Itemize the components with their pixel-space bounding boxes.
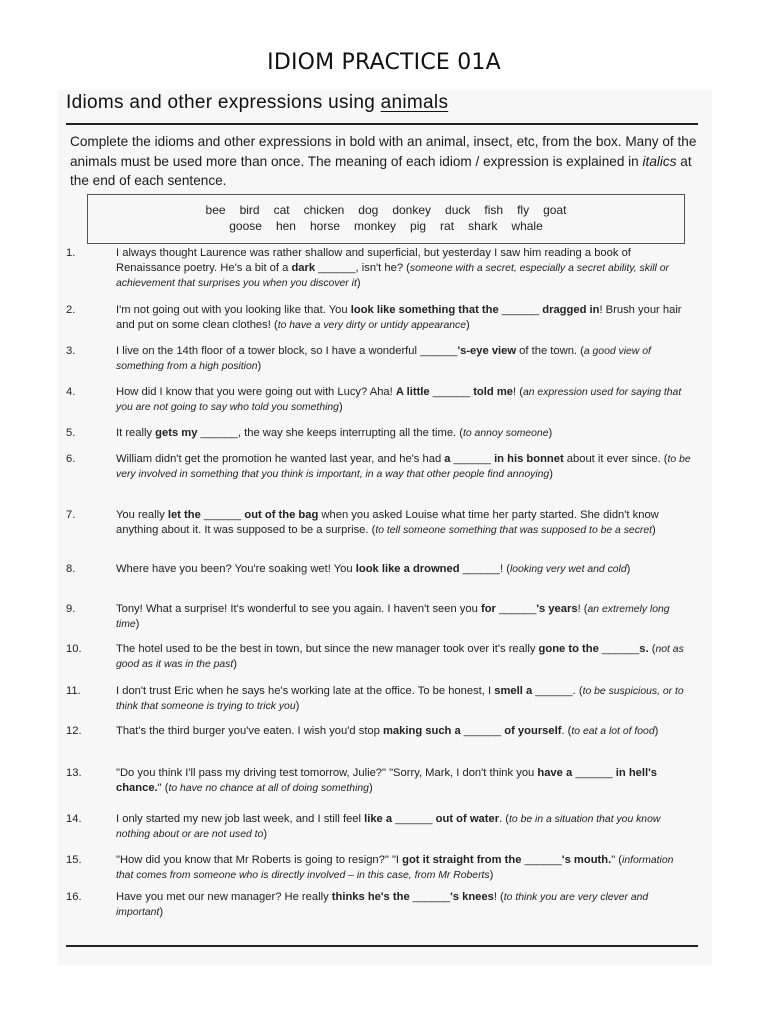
section-heading-text: Idioms and other expressions using <box>66 92 381 113</box>
instructions-part1: Complete the idioms and other expressions in bold with an animal, insect, etc, from the box. Many of the animals must be used more than once. The meaning of each idiom / expression is explained in <box>70 134 697 169</box>
meaning-italic: to have no chance at all of doing something <box>168 783 369 794</box>
word-box-word: goose <box>229 219 262 233</box>
meaning-italic: a good view of something from a high position <box>116 346 651 372</box>
sentence-text: You really <box>116 509 168 521</box>
exercise-number: 4. <box>66 386 76 398</box>
sentence-text: ) <box>368 782 373 794</box>
word-box-word: chicken <box>303 203 345 217</box>
idiom-bold: s. <box>639 643 649 655</box>
sentence-text: ) <box>295 700 300 712</box>
sentence-text: " ( <box>157 782 169 794</box>
instructions-part2: at the end of each sentence. <box>70 153 692 188</box>
idiom-bold: in hell's chance. <box>116 767 657 794</box>
idiom-bold: thinks he's the <box>331 891 410 903</box>
word-box-word: hen <box>275 219 296 233</box>
sentence-text: ) <box>548 427 553 439</box>
sentence-text: "Do you think I'll pass my driving test tomorrow, Julie?" "Sorry, Mark, I don't think you <box>116 767 538 779</box>
sentence-text: ______ <box>392 813 436 825</box>
word-box-word: bee <box>205 203 226 217</box>
exercise-text <box>116 426 692 441</box>
meaning-italic: not as good as it was in the past <box>116 644 684 670</box>
idiom-bold: 's mouth. <box>561 854 612 866</box>
word-box-word: bird <box>239 203 260 217</box>
word-box <box>87 194 685 244</box>
sentence-text: Have you met our new manager? He really <box>116 891 332 903</box>
exercise-number: 15. <box>66 854 82 866</box>
word-box-word: rat <box>440 219 455 233</box>
exercise-number: 10. <box>66 643 82 655</box>
sentence-text: ) <box>654 725 659 737</box>
sentence-text: about it ever since. ( <box>563 453 668 465</box>
sentence-text: I only started my new job last week, and I still feel <box>116 813 365 825</box>
exercise-number: 3. <box>66 345 76 357</box>
meaning-italic: to be very involved in something that you think is important, in a way that other people find annoying <box>116 454 691 480</box>
exercise-text <box>116 812 692 842</box>
meaning-italic: to tell someone something that was supposed to be a secret <box>375 525 653 536</box>
exercise-number: 6. <box>66 453 76 465</box>
sentence-text: ) <box>489 869 494 881</box>
exercise-number: 13. <box>66 767 82 779</box>
idiom-bold: gone to the <box>538 643 599 655</box>
exercise-number: 1. <box>66 247 76 259</box>
sentence-text: ! ( <box>493 891 504 903</box>
exercise-text <box>116 724 692 739</box>
sentence-text: . ( <box>499 813 510 825</box>
instructions <box>70 132 700 191</box>
word-box-word: cat <box>273 203 290 217</box>
sentence-text: How did I know that you were going out with Lucy? Aha! <box>116 386 396 398</box>
footer-rule <box>66 945 698 947</box>
sentence-text: "How did you know that Mr Roberts is going to resign?" "I <box>116 854 403 866</box>
word-box-word: duck <box>445 203 471 217</box>
meaning-italic: to think you are very clever and important <box>116 892 649 918</box>
exercise-number: 8. <box>66 563 76 575</box>
meaning-italic: an expression used for saying that you are not going to say who told you something <box>116 387 682 413</box>
sentence-text: ______ <box>450 453 495 465</box>
meaning-italic: to be suspicious, or to think that someone is trying to trick you <box>116 686 684 712</box>
sentence-text: ) <box>263 828 268 840</box>
sentence-text: That's the third burger you've eaten. I wish you'd stop <box>116 725 383 737</box>
sentence-text: ) <box>626 563 631 575</box>
sentence-text: I live on the 14th floor of a tower block, so I have a wonderful ______ <box>116 345 458 357</box>
sentence-text: ! Brush your hair and put on some clean clothes! ( <box>116 304 682 331</box>
sentence-text: ) <box>466 319 470 331</box>
sentence-text: ) <box>549 468 553 480</box>
sentence-text: ______ <box>200 509 245 521</box>
idiom-bold: out of the bag <box>244 509 319 521</box>
idiom-bold: gets my <box>155 427 198 439</box>
sentence-text: ______ <box>429 386 474 398</box>
word-box-word: dog <box>358 203 379 217</box>
word-box-word: fish <box>484 203 504 217</box>
sentence-text: ) <box>356 277 361 289</box>
exercise-text <box>116 602 692 632</box>
page-title: IDIOM PRACTICE 01A <box>267 50 501 75</box>
sentence-text: ) <box>135 618 140 630</box>
exercise-text <box>116 766 692 796</box>
exercise-number: 5. <box>66 427 76 439</box>
exercise-text <box>116 890 692 920</box>
sentence-text: of the town. ( <box>516 345 584 357</box>
idiom-bold: look like something that the <box>350 304 499 316</box>
sentence-text: I always thought Laurence was rather shallow and superficial, but yesterday I saw him reading a book of Renaissance poetry. He's a bit of a <box>116 247 631 274</box>
exercise-text <box>116 246 692 291</box>
section-heading-emphasis: animals <box>380 92 449 113</box>
sentence-text: ) <box>233 658 237 670</box>
word-box-row-1 <box>88 203 684 217</box>
exercise-text <box>116 344 692 374</box>
word-box-row-2 <box>88 219 684 233</box>
meaning-italic: to have a very dirty or untidy appearance <box>277 320 466 331</box>
exercise-text <box>116 452 692 482</box>
meaning-italic: to annoy someone <box>463 428 549 439</box>
exercise-number: 14. <box>66 813 82 825</box>
word-box-word: shark <box>468 219 498 233</box>
sentence-text: ______ <box>495 603 537 615</box>
idiom-bold: like a <box>364 813 393 825</box>
word-box-word: donkey <box>392 203 432 217</box>
sentence-text: Where have you been? You're soaking wet! You <box>116 563 356 575</box>
idiom-bold: got it straight from the <box>402 854 522 866</box>
sentence-text: when you asked Louise what time her party started. She didn't know anything about it. It was supposed to be a surprise. ( <box>116 509 659 536</box>
sentence-text: ______ <box>572 767 616 779</box>
idiom-bold: out of water <box>435 813 500 825</box>
sentence-text: " ( <box>611 854 623 866</box>
idiom-bold: told me <box>473 386 513 398</box>
sentence-text: Tony! What a surprise! It's wonderful to see you again. I haven't seen you <box>116 603 481 615</box>
idiom-bold: a <box>444 453 451 465</box>
meaning-italic: someone with a secret, especially a secret ability, skill or achievement that surprises you when you discover it <box>116 263 669 289</box>
idiom-bold: have a <box>537 767 573 779</box>
sentence-text: I don't trust Eric when he says he's working late at the office. To be honest, I <box>116 685 495 697</box>
sentence-text: ______ <box>598 643 640 655</box>
sentence-text: ______ <box>409 891 451 903</box>
word-box-word: whale <box>511 219 543 233</box>
sentence-text: William didn't get the promotion he wanted last year, and he's had <box>116 453 445 465</box>
idiom-bold: in his bonnet <box>494 453 564 465</box>
exercise-text <box>116 508 692 538</box>
meaning-italic: information that comes from someone who is directly involved – in this case, from Mr Roberts <box>116 855 674 881</box>
idiom-bold: look like a drowned <box>355 563 460 575</box>
sentence-text: ______! ( <box>459 563 510 575</box>
sentence-text: ______, isn't he? ( <box>315 262 410 274</box>
sentence-text: ( <box>648 643 656 655</box>
meaning-italic: to be in a situation that you know nothing about or are not used to <box>116 814 661 840</box>
exercise-text <box>116 303 692 333</box>
meaning-italic: looking very wet and cold <box>509 564 627 575</box>
sentence-text: ) <box>338 401 343 413</box>
idiom-bold: 's years <box>536 603 578 615</box>
exercise-text <box>116 684 692 714</box>
idiom-bold: dark <box>291 262 316 274</box>
idiom-bold: for <box>480 603 496 615</box>
exercise-text <box>116 385 692 415</box>
exercise-number: 16. <box>66 891 82 903</box>
exercise-number: 11. <box>66 685 81 697</box>
exercise-number: 2. <box>66 304 76 316</box>
sentence-text: The hotel used to be the best in town, but since the new manager took over it's really <box>116 643 539 655</box>
exercise-number: 12. <box>66 725 82 737</box>
exercise-text <box>116 853 692 883</box>
idiom-bold: A little <box>395 386 430 398</box>
sentence-text: ! ( <box>512 386 523 398</box>
sentence-text: It really <box>116 427 156 439</box>
sentence-text: ______ <box>498 304 543 316</box>
idiom-bold: dragged in <box>542 304 600 316</box>
heading-rule <box>66 123 698 125</box>
sentence-text: ______ <box>521 854 562 866</box>
idiom-bold: making such a <box>382 725 461 737</box>
idiom-bold: 's knees <box>450 891 494 903</box>
sentence-text: ) <box>159 906 164 918</box>
idiom-bold: of yourself <box>504 725 562 737</box>
sentence-text: ) <box>652 524 656 536</box>
sentence-text: I'm not going out with you looking like that. You <box>116 304 351 316</box>
sentence-text: ______ <box>460 725 505 737</box>
word-box-word: horse <box>309 219 340 233</box>
idiom-bold: 's-eye view <box>457 345 517 357</box>
word-box-word: pig <box>410 219 427 233</box>
word-box-word: fly <box>517 203 530 217</box>
sentence-text: ______. ( <box>532 685 583 697</box>
exercise-text <box>116 562 692 577</box>
meaning-italic: to eat a lot of food <box>571 726 655 737</box>
meaning-italic: an extremely long time <box>116 604 670 630</box>
idiom-bold: smell a <box>494 685 533 697</box>
exercise-number: 7. <box>66 509 76 521</box>
sentence-text: ) <box>257 360 262 372</box>
exercise-number: 9. <box>66 603 76 615</box>
word-box-word: goat <box>543 203 567 217</box>
word-box-word: monkey <box>354 219 397 233</box>
sentence-text: ______, the way she keeps interrupting all the time. ( <box>197 427 463 439</box>
instructions-italic: italics <box>642 153 677 169</box>
idiom-bold: let the <box>167 509 201 521</box>
sentence-text: ! ( <box>577 603 588 615</box>
exercise-text <box>116 642 692 672</box>
section-heading <box>66 92 448 114</box>
sentence-text: . ( <box>561 725 572 737</box>
